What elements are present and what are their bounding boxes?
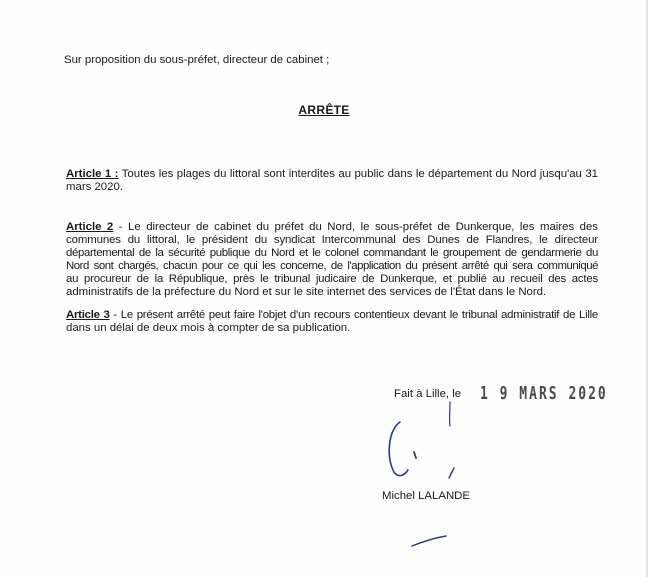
article-2-text-row-3: départemental de la sécurité publique du Nord et le colonel commandant le groupement de gendarmerie du [66,247,598,259]
date-stamp: 1 9 MARS 2020 [480,384,608,405]
handwritten-signature [370,400,490,490]
preamble-text: Sur proposition du sous-préfet, directeur de cabinet ; [64,54,330,66]
article-3-text-row-2: dans un délai de deux mois à compter de sa publication. [66,322,351,334]
article-2-text-row-5: au procureur de la République, près le tribunal judicaire de Dunkerque, et publié au recueil des actes [66,273,598,285]
document-title: ARRÊTE [298,103,350,117]
article-3-label: Article 3 [66,309,110,321]
article-1 [66,168,598,194]
article-2-text-row-1: - Le directeur de cabinet du préfet du Nord, le sous-préfet de Dunkerque, les maires des [118,221,599,233]
article-3 [66,309,598,335]
signatory-name: Michel LALANDE [382,490,470,502]
article-2-label: Article 2 [66,221,114,233]
article-1-label: Article 1 : [66,168,119,180]
article-2-text-row-6: administratifs de la préfecture du Nord et sur le site internet des services de l'État dans le Nord. [66,286,547,298]
signature-place: Fait à Lille, le [394,388,462,400]
article-1-text-row-1: Toutes les plages du littoral sont interdites au public dans le département du Nord jusqu'au 31 [121,168,598,180]
article-3-text-row-1: - Le présent arrêté peut faire l'objet d'un recours contentieux devant le tribunal administratif de Lille [113,309,599,321]
article-1-text-row-2: mars 2020. [66,181,123,193]
article-2-text-row-4: Nord sont chargés, chacun pour ce qui les concerne, de l'application du présent arrêté qui sera communiqué [66,260,598,272]
article-2 [66,221,598,299]
signature-flourish [410,530,450,550]
article-2-text-row-2: communes du littoral, le président du syndicat Intercommunal des Dunes de Flandres, le directeur [66,234,598,246]
